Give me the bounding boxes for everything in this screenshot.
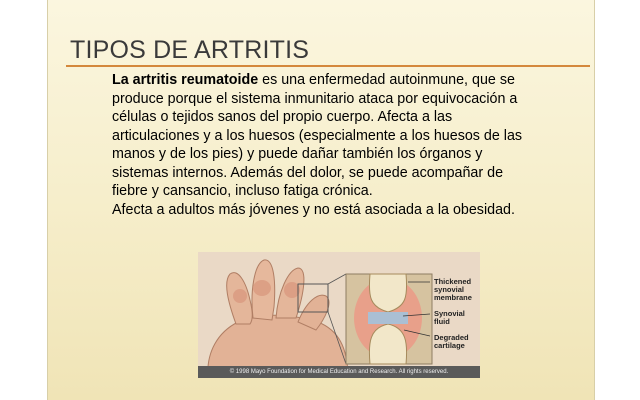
paragraph-1-text: es una enfermedad autoinmune, que se produce porque el sistema inmunitario ataca por equivocación a células o tejidos sanos del propio cuerpo. Afecta a las articulaciones y a los huesos (especialmente a los huesos de las manos y de los pies) y puede dañar también los órganos y sistemas internos. Además del dolor, se puede acompañar de fiebre y cansancio, incluso fatiga crónica.: [112, 72, 523, 199]
label-line: cartilage: [434, 341, 465, 350]
paragraph-2: Afecta a adultos más jóvenes y no está asociada a la obesidad.: [112, 201, 515, 218]
label-thickened-membrane: [434, 278, 472, 302]
label-synovial-fluid: [434, 310, 465, 326]
label-line: fluid: [434, 317, 450, 326]
arthritis-illustration: [198, 252, 480, 378]
label-line: membrane: [434, 293, 472, 302]
label-degraded-cartilage: [434, 334, 469, 350]
copyright-caption: © 1998 Mayo Foundation for Medical Education and Research. All rights reserved.: [198, 366, 480, 378]
label-line: Degraded: [434, 333, 469, 342]
term-bold: La artritis reumatoide: [112, 72, 259, 88]
slide-title: TIPOS DE ARTRITIS: [70, 36, 310, 64]
title-underline: [66, 65, 590, 67]
label-line: Synovial: [434, 309, 465, 318]
slide-body: [112, 71, 532, 219]
label-line: Thickened: [434, 277, 472, 286]
label-line: synovial: [434, 285, 465, 294]
paragraph-1: [112, 71, 532, 201]
